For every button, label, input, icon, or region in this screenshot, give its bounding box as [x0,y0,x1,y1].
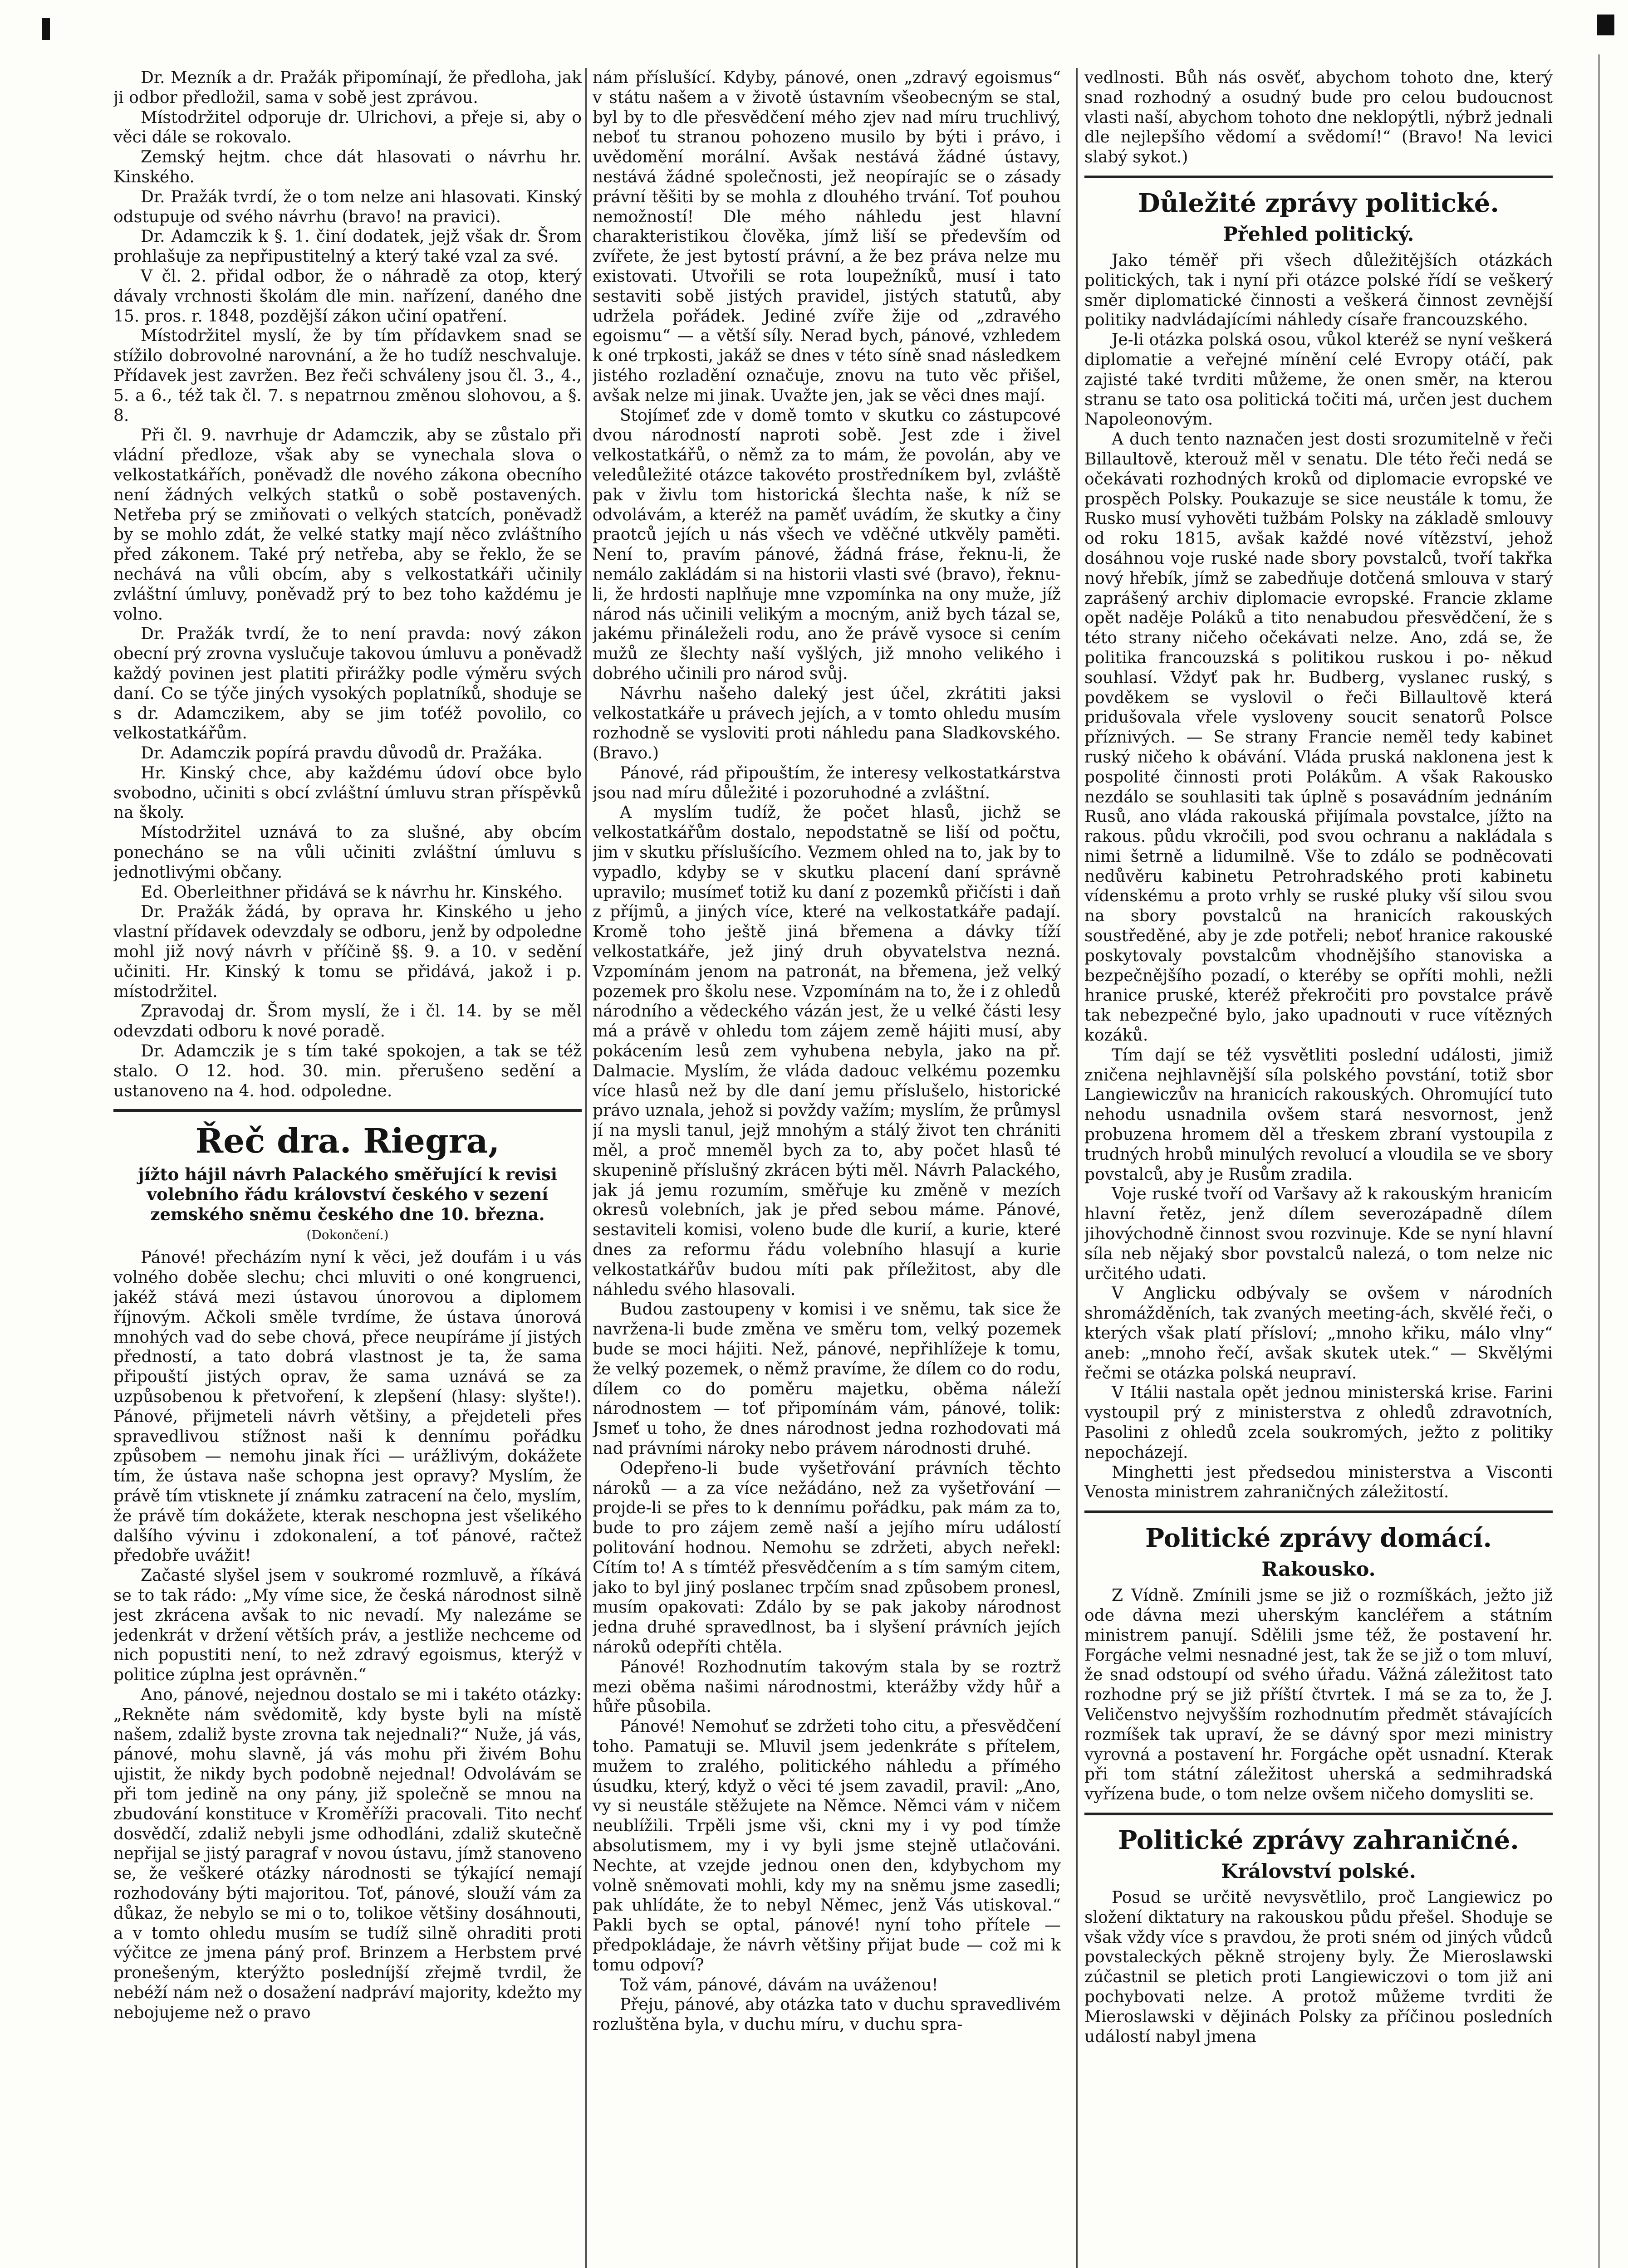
paragraph: Posud se určitě nevysvětlilo, proč Langiewicz po složení diktatury na rakouskou půdu přešel. Shoduje se však vždy více s pravdou, že proti sném od jiných vůdců povstaleckých pěkně strojeny byly. Že Mieroslawski zúčastnil se pletich proti Langiewiczovi o tom již ani pochybovati nelze. A protož můžeme tvrditi že Mieroslawski v dějinách Polsky za příčinou posledních událostí nabyl jmena [1084,1888,1553,2046]
paragraph: Přeju, pánové, aby otázka tato v duchu spravedlivém rozluštěna byla, v duchu míru, v duchu spra- [593,1995,1061,2034]
paragraph: Zpravodaj dr. Šrom myslí, že i čl. 14. by se měl odevzdati odboru k nové poradě. [113,1002,582,1041]
paragraph: Dr. Adamczik je s tím také spokojen, a tak se též stalo. O 12. hod. 30. min. přerušeno sedění a ustanoveno na 4. hod. odpoledne. [113,1042,582,1100]
paragraph: Začasté slyšel jsem v soukromé rozmluvě, a říkává se to tak rádo: „My víme sice, že česká národnost silně jest zkrácena avšak to nic nevadí. My nalezáme se jedenkrát v držení větších práv, a jestliže nechceme od nich popustiti není, to než zdravý egoismus, kterýž v politice zúplna jest oprávněn.“ [113,1566,582,1685]
paragraph: Pánové, rád připouštím, že interesy velkostatkárstva jsou nad míru důležité i pozoruhodné a zvláštní. [593,763,1061,802]
paragraph: Stojímeť zde v domě tomto v skutku co zástupcové dvou národností naproti sobě. Jest zde i živel velkostatkářů, o němž za to mám, že povolán, aby ve veledůležité otázce takovéto prostředníkem byl, zvláště pak v živlu tom historická šlechta naše, k níž se odvolávám, a kteréž na paměť uvádím, že skutky a činy praotců jejích u nás všech ve vděčné utkvěly paměti. Není to, pravím pánové, žádná fráse, řeknu-li, že nemálo zakládám si na historii vlasti své (bravo), řeknu-li, že hrdosti naplňuje mne vzpomínka na ony muže, jíž národ nás učinili velikým a mocným, aniž bych tázal se, jakému přináleželi rodu, ano že právě vysoce si cením mužů ze šlechty naší vyšlých, již mnoho velikého i dobrého učinili pro národ svůj. [593,406,1061,683]
continuation-note: (Dokončení.) [306,1227,389,1243]
paragraph: Minghetti jest předsedou ministerstva a Visconti Venosta ministrem zahraničných záležitostí. [1084,1463,1553,1502]
column-3 [1084,68,1553,2268]
section-divider [1084,1813,1553,1815]
paragraph: V čl. 2. přidal odbor, že o náhradě za otop, který dávaly vrchnosti školám dle min. nařízení, daného dne 15. pros. r. 1848, pozdější zákon učiní opatření. [113,267,582,326]
paragraph: Dr. Adamczik popírá pravdu důvodů dr. Pražáka. [141,744,543,763]
section-heading-political-news: Důležité zprávy politické. [1138,188,1499,218]
paragraph: Tož vám, pánové, dávám na uváženou! [620,1975,938,1994]
paragraph: Místodržitel uznává to za slušné, aby obcím ponecháno se na vůli učiniti zvláštní úmluvu s jednotlivými občany. [113,823,582,882]
subheading-kingdom-of-poland: Království polské. [1221,1860,1416,1883]
column-rule-1 [585,68,587,2268]
paragraph: Při čl. 9. navrhuje dr Adamczik, aby se zůstalo při vládní předloze, však aby se vynechala slova o velkostatkářích, poněvadž dle nového zákona obecního není žádných velkých statků o sobě postavených. Netřeba prý se zmiňovati o velkých statcích, poněvadž by se mohlo zdát, že velké statky mají něco zvláštního před zákonem. Také prý netřeba, aby se řeklo, že se nechává na vůli obcím, aby s velkostatkáři učinily zvláštní úmluvy, poněvadž prý to bez toho každému je volno. [113,426,582,624]
crop-mark-top-left [42,18,50,40]
column-rule-2 [1076,68,1078,2268]
paragraph: A duch tento naznačen jest dosti srozumitelně v řeči Billaultově, kterouž měl v senatu. Dle této řeči nedá se očekávati rozhodných kroků od diplomacie evropské ve prospěch Polsky. Poukazuje se sice neustále k tomu, že Rusko musí vyhověti tužbám Polsky na základě smlouvy od roku 1815, avšak každé nové vítězství, jehož dosáhnou voje ruské nade sbory povstalců, tvoří takřka nový hřebík, jímž se zabedňuje dotčená smlouva v starý zaprášený archiv diplomacie evropské. Francie zklame opět naděje Poláků a tito nenabudou přesvědčení, že s této strany ničeho očekávati nelze. Ano, zdá se, že politika francouzská s politikou ruskou i po- někud souhlasí. Vždyť pak hr. Budberg, vyslanec ruský, s povděkem se vyslovil o řeči Billaultově která pridušovala vřele vysloveny soucit senatorů Polsce příznivých. — Se strany Francie neměl tedy kabinet ruský ničeho k obávání. Vláda pruská naklonena jest k pospolité činnosti proti Polákům. A však Rakousko nezdálo se souhlasiti tak úplně s posavádním jednáním Rusů, ano vláda rakouská přijímala povstalce, jížto na rakous. půdu vkročili, pod svou ochranu a nakládala s nimi šetrně a lidumilně. Vše to zdálo se podněcovati nedůvěru kabinetu Petrohradského proti kabinetu vídenskému a proto vrhly se ruské pluky vší silou svou na sbory povstalců na hranicích rakouských soustředěné, aby je zde potřeli; neboť hranice rakouské poskytovaly povstalcům vhodnějšího stanoviska a bezpečnějšího pozadí, o kteréby se opříti mohli, nežli hranice pruské, kteréž překročiti pro povstalce právě tak nebezpečné bylo, jako upadnouti v ruce vítězných kozáků. [1084,430,1553,1045]
paragraph: Místodržitel odporuje dr. Ulrichovi, a přeje si, aby o věci dále se rokovalo. [113,108,582,147]
paragraph: Ed. Oberleithner přidává se k návrhu hr. Kinského. [141,883,563,902]
subheading-political-overview: Přehled politický. [1223,223,1414,246]
paragraph: Pánové! Rozhodnutím takovým stala by se roztrž mezi oběma našimi národnostmi, kterážby vždy hůř a hůře působila. [593,1657,1061,1716]
subheading-austria: Rakousko. [1261,1558,1376,1581]
page-right-border [1598,54,1600,2268]
paragraph: Zemský hejtm. chce dát hlasovati o návrhu hr. Kinského. [113,148,582,186]
speech-deck: jížto hájil návrh Palackého směřující k revisi volebního řádu království českého v sezení zemského sněmu českého dne 10. března. [138,1164,557,1225]
paragraph: V Itálii nastala opět jednou ministerská krise. Farini vystoupil prý z ministerstva z ohledů zdravotních, Pasolini z ohledů zcela soukromých, ježto z politiky nepocházejí. [1084,1383,1553,1462]
paragraph: Pánové! Nemohuť se zdržeti toho citu, a přesvědčení toho. Pamatuji se. Mluvil jsem jedenkráte s přítelem, mužem to zralého, politického náhledu a přímého úsudku, který, když o věci té jsem zavadil, pravil: „Ano, vy si neustále stěžujete na Němce. Němci vám v ničem neublížili. Trpěli jsme vši, ckni my i vy pod tímže absolutismem, my i vy byli jsme stejně utlačováni. Nechte, at vzejde jednou onen den, kdybychom my volně sněmovati mohli, kdy my na sněmu jsme zasedli; pak uhlídáte, že to nebyl Němec, jenž Vás utiskoval.“ Pakli bych se optal, pánové! nyní toho přítele — předpokládaje, že návrh většiny přijat bude — což mi k tomu odpoví? [593,1717,1061,1975]
paragraph: Odepřeno-li bude vyšetřování právních těchto nároků — a za více nežádáno, než za vyšetřování — projde-li se přes to k dennímu pořádku, pak mám za to, bude to pro zájem země naší a jejího míru událostí politování hodnou. Nemohu se zdržeti, abych neřekl: Cítím to! A s tímtéž přesvědčením a s tím samým citem, jako to byl jiný poslanec trpčím snad způsobem pronesl, musím opakovati: Zdálo by se pak jakoby národnost jedna druhé spravedlnost, ba i slyšení právních jejích nároků odepříti chtěla. [593,1459,1061,1657]
speech-title: Řeč dra. Riegra, [195,1122,500,1161]
paragraph: Návrhu našeho daleký jest účel, zkrátiti jaksi velkostatkáře u právech jejích, a v tomto ohledu musím rozhodně se vysloviti proti náhledu pana Sladkovského. (Bravo.) [593,684,1061,763]
paragraph: A myslím tudíž, že počet hlasů, jichž se velkostatkářům dostalo, nepodstatně se liší od počtu, jim v skutku příslušícího. Vezmem ohled na to, jak by to vypadlo, kdyby se v skutku placení daní správně upravilo; musímeť totiž ku daní z pozemků přičísti i daň z příjmů, a jiných více, které na velkostatkáře padají. Kromě toho ještě jiná břemena a dávky tíží velkostatkáře, jež jiný druh obyvatelstva nezná. Vzpomínám jenom na patronát, na břemena, jež velký pozemek pro školu nese. Vzpomínám na to, že i z ohledů národního a vědeckého vázán jest, že u velké části lesy má a právě v ohledu tom zájem země hájiti musí, aby pokácením lesů zem vyhubena nebyla, jako na př. Dalmacie. Myslím, že vláda dadouc velkému pozemku více hlasů než by dle daní jemu příslušelo, historické právo uznala, jehož si povždy važím; myslím, že průmysl jí na mysli tanul, jejž mnohým a stálý život ten chrániti měl, a proč mneměl bych za to, aby počet hlasů té skupenině příslušný zkrácen býti měl. Návrh Palackého, jak já jemu rozumím, směřuje ku změně v mezích okresů volebních, jak je před sebou máme. Pánové, sestaviteli komisi, voleno bude dle kurií, a kurie, které dnes za reformu řádu volebního hlasují a kurie velkostatkářův budou míti pak příležitost, aby dle náhledu svého hlasovali. [593,803,1061,1299]
paragraph: V Anglicku odbývaly se ovšem v národních shromážděních, tak zvaných meeting-ách, skvělé řeči, o kterých však platí přísloví; „mnoho křiku, málo vlny“ aneb: „mnoho řečí, avšak skutek utek.“ — Skvělými řečmi se otázka polská neupraví. [1084,1284,1553,1383]
paragraph: Pánové! přecházím nyní k věci, jež doufám i u vás volného doběe slechu; chci mluviti o oné kongruenci, jakéž stává mezi ústavou únorovou a diplomem říjnovým. Ačkoli směle tvrdíme, že ústava únorová mnohých vad do sebe chová, přece neupíráme jí jistých předností, a tato dobrá vlastnost je ta, že sama připouští jistých oprav, že sama uznává se za uzpůsobenou k přetvoření, k zlepšení (hlasy: slyšte!). Pánové, přijmeteli návrh většiny, a přejdeteli přes spravedlivou stížnost naši k dennímu pořádku způsobem — nemohu jinak říci — urážlivým, dokážete tím, že ústava naše schopna jest opravy? Myslím, že právě tím vtisknete jí známku zatracení na čelo, myslím, že právě tím dokážete, kterak neschopna jest všelikého dalšího vývinu i zdokonalení, a toť pánové, račtež předobře uvážit! [113,1248,582,1565]
section-heading-domestic-news: Politické zprávy domácí. [1145,1523,1492,1554]
paragraph: Dr. Pražák tvrdí, že o tom nelze ani hlasovati. Kinský odstupuje od svého návrhu (bravo! na pravici). [113,187,582,226]
paragraph: Dr. Pražák tvrdí, že to není pravda: nový zákon obecní prý zrovna vyslučuje takovou úmluvu a poněvadž každý povinen jest platiti přirážky podle výměru svých daní. Co se týče jiných vysokých poplatníků, shoduje se s dr. Adamczikem, aby se jim toťéž povolilo, co velkostatkářům. [113,625,582,743]
section-divider [113,1109,582,1112]
section-divider [1084,176,1553,178]
paragraph: Místodržitel myslí, že by tím přídavkem snad se stížilo dobrovolné narovnání, a že ho tudíž neschvaluje. Přídavek jest zavržen. Bez řeči schváleny jsou čl. 3., 4., 5. a 6., též tak čl. 7. s nepatrnou změnou slohovou, a §. 8. [113,327,582,425]
paragraph: Dr. Adamczik k §. 1. činí dodatek, jejž však dr. Šrom prohlašuje za nepřipustitelný a který také vzal za své. [113,227,582,266]
column-2 [593,68,1061,2268]
paragraph: Voje ruské tvoří od Varšavy až k rakouským hranicím hlavní řetěz, jenž dílem severozápadně dílem jihovýchodně činnost svou rozvinuje. Kde se nyní hlavní síla neb nějaký sbor povstalců nalezá, o tom nelze nic určitého udati. [1084,1185,1553,1283]
crop-mark-top-right [1597,15,1614,35]
paragraph: Je-li otázka polská osou, vůkol kteréž se nyní veškerá diplomatie a veřejné mínění celé Evropy otáčí, pak zajisté také tvrditi můžeme, že onen směr, na kterou stranu se tato osa politická točiti má, určen jest duchem Napoleonovým. [1084,331,1553,429]
column-1 [113,68,582,2268]
paragraph: vedlnosti. Bůh nás osvěť, abychom tohoto dne, který snad rozhodný a osudný bude pro celou budoucnost vlasti naší, abychom tohoto dne neklopýtli, nýbrž jednali dle nejlepšího vědomí a svědomí!“ (Bravo! Na levici slabý sykot.) [1084,68,1553,167]
paragraph: Dr. Mezník a dr. Pražák připomínají, že předloha, jak ji odbor předložil, sama v sobě jest zprávou. [113,68,582,107]
section-heading-foreign-news: Politické zprávy zahraničné. [1118,1825,1519,1855]
paragraph: Jako téměř při všech důležitějších otázkách politických, tak i nyní při otázce polské řídí se veškerý směr diplomatické činnosti a veškerá činnost zevnější politiky nadvládajícími náhledy císaře francouzského. [1084,251,1553,330]
paragraph: Tím dají se též vysvětliti poslední události, jimiž zničena nejhlavnější síla polského povstání, totiž sbor Langiewiczův na hranicích rakouských. Ohromující tuto nehodu usnadnila ovšem stará nesvornost, jenž probuzena hromem děl a třeskem zbraní vystoupila z trudných hrobů minulých revolucí a vloudila se ve sbory povstalců, aby je Rusům zradila. [1084,1046,1553,1184]
paragraph: Ano, pánové, nejednou dostalo se mi i takéto otázky: „Rekněte nám svědomitě, kdy byste byli na místě našem, zdaliž byste zrovna tak nejednali?“ Nuže, já vás, pánové, mohu slavně, já vás mohu při živém Bohu ujistit, že nikdy bych podobně nejednal! Odvolávám se při tom jedině na ony pány, již společně se mnou na zbudování konstituce v Kroměříži pracovali. Tito nechť dosvědčí, zdaliž nebyli jsme odhodláni, zdaliž skutečně nepřijal se jistý paragraf v novou ústavu, jímž stanoveno se, že veškeré otázky národnosti se týkající nemají rozhodovány býti majoritou. Toť, pánové, slouží vám za důkaz, že nebylo se mi o to, tolikoe většiny dosáhnouti, a v tomto ohledu musím se tudíž silně ohraditi proti výčitce ze jmena páný prof. Brinzem a Herbstem prvé pronešeným, kterýžto posledníjší zřejmě tvrdil, že nebéží nám než o dosažení nadpráví majority, kdežto my nebojujeme než o pravo [113,1685,582,2022]
paragraph: Hr. Kinský chce, aby každému údoví obce bylo svobodno, učiniti s obcí zvláštní úmluvu stran příspěvků na školy. [113,763,582,822]
paragraph: Budou zastoupeny v komisi i ve sněmu, tak sice že navržena-li bude změna ve směru tom, velký pozemek bude se moci hájiti. Než, pánové, nepřihlížeje k tomu, že velký pozemek, o němž pravíme, že dílem co do rodu, dílem co do poměru majetku, oběma náleží národnostem — toť připomínám vám, pánové, tolik: Jsmeť u toho, že dnes národnost jedna rozhodovati má nad právními nároky nebo právem národnosti druhé. [593,1300,1061,1458]
section-divider [1084,1510,1553,1513]
paragraph: Dr. Pražák žádá, by oprava hr. Kinského u jeho vlastní přídavek odevzdaly se odboru, jenž by odpoledne mohl již nový návrh v příčině §§. 9. a 10. v sedění učiniti. Hr. Kinský k tomu se přidává, jakož i p. místodržitel. [113,903,582,1001]
paragraph: Z Vídně. Zmínili jsme se již o rozmíškách, ježto již ode dávna mezi uherským kancléřem a státním ministrem panují. Sdělili jsme též, že postavení hr. Forgáche velmi nesnadné jest, tak že se již o tom mluví, že snad odstoupí od svého úřadu. Vážná záležitost tato rozhodne prý se již příští čtvrtek. I má se za to, že J. Veličenstvo nejvyšším rozhodnutím předmět stávajících rozmíšek tak upraví, že se dávný spor mezi ministry vyrovná a postavení hr. Forgáche opět usnadní. Kterak při tom státní záležitost uherská a sedmihradská vyřízena bude, o tom nelze ovšem ničeho domysliti se. [1084,1586,1553,1804]
paragraph: nám příslušící. Kdyby, pánové, onen „zdravý egoismus“ v státu našem a v životě ústavním všeobecným se stal, byl by to dle přesvědčení mého zjev nad míru truchlivý, neboť tu stranou pohozeno musilo by býti i právo, i uvědomění morální. Avšak nestává žádné ústavy, nestává žádné společnosti, jež neopírajíc se o zásady právní těšiti by se mohla z dlouhého trvání. Toť pouhou nemožností! Dle mého náhledu jest hlavní charakteristikou člověka, jímž liší se především od zvířete, že jest bytostí právní, a že bez práva nelze mu existovati. Utvořili se rota loupežníků, musí i tato sestaviti sobě jistých pravidel, jistých statutů, aby udržela pořádek. Jediné zvíře žije od „zdravého egoismu“ — a větší síly. Nerad bych, pánové, vzhledem k oné trpkosti, jakáž se dnes v této síně snad následkem jistého rozladění označuje, znovu na tuto věc přišel, avšak nelze mi jinak. Uvažte jen, jak se věci dnes mají. [593,68,1061,405]
